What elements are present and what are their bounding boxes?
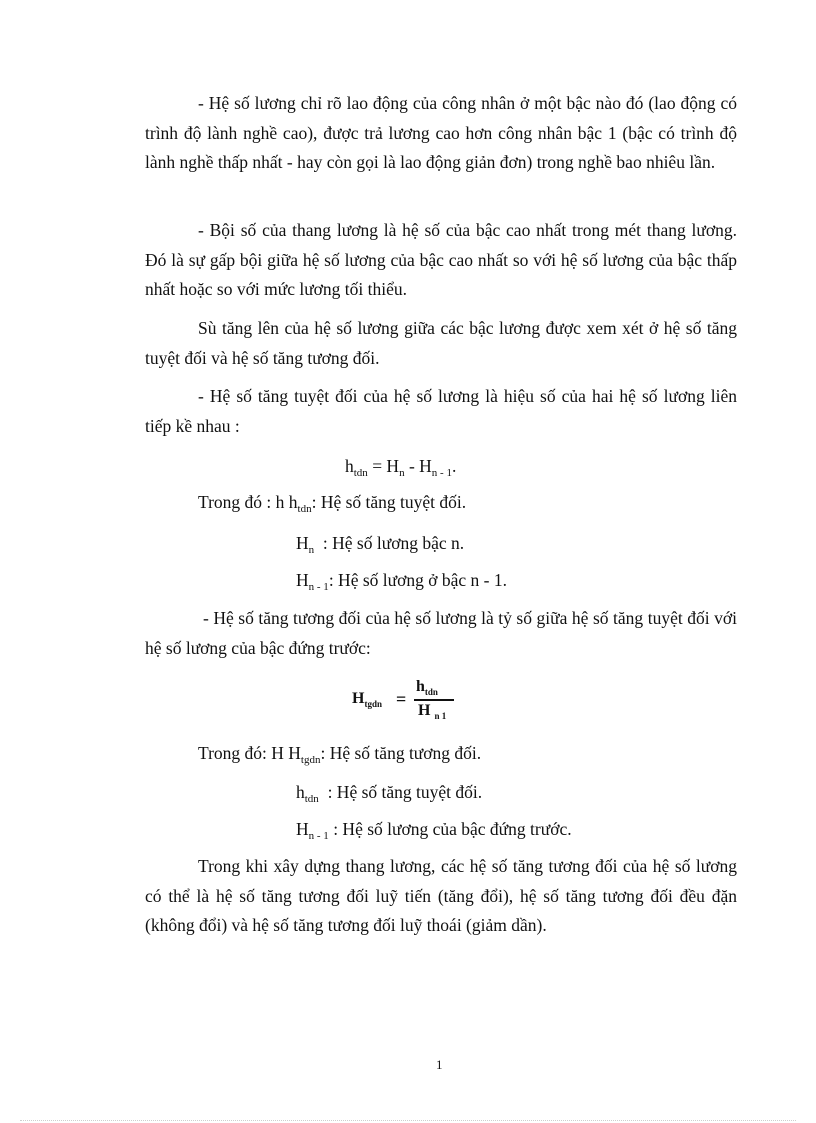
formula-numerator: $h_{tdn}$ (416, 678, 438, 697)
fraction-bar (414, 699, 454, 701)
formula-lhs: $H_{tgdn}$ (352, 690, 382, 709)
paragraph-increase-types: Sù tăng lên của hệ số lương giữa các bậc lương được xem xét ở hệ số tăng tuyệt đối và hệ số tăng tương đối. (145, 318, 737, 368)
legend-line-h-tgdn: Trong đó: H $H_{tgdn}$: Hệ số tăng tương đối. (198, 743, 482, 766)
page-number: 1 (436, 1057, 443, 1072)
paragraph-relative-increase: - Hệ số tăng tương đối của hệ số lương là tỷ số giữa hệ số tăng tuyệt đối với hệ số lương của bậc đứng trước: (145, 608, 737, 658)
formula-denominator: H $_{n 1}$ (418, 702, 447, 721)
legend-line-h-tdn: Trong đó : h $h_{tdn}$: Hệ số tăng tuyệt đối. (198, 492, 467, 515)
paragraph-scale-construction: Trong khi xây dựng thang lương, các hệ số tăng tương đối của hệ số lương có thể là hệ số tăng tương đối luỹ tiến (tăng đổi), hệ số tăng tương đối đều đặn (không đổi) và hệ số tăng tương đối luỹ thoái (giảm dần). (145, 856, 737, 935)
legend-line-hn-1: $H_{n - 1}$: Hệ số lương ở bậc n - 1. (296, 570, 507, 593)
legend-line-htdn: $h_{tdn}$ : Hệ số tăng tuyệt đối. (296, 782, 483, 805)
footer-divider (20, 1120, 796, 1121)
formula-absolute-increase: $h_{tdn} = H_n - H_{n - 1}$. (345, 456, 457, 479)
paragraph-absolute-increase: - Hệ số tăng tuyệt đối của hệ số lương là hiệu số của hai hệ số lương liên tiếp kề nhau : (145, 386, 737, 436)
paragraph-wage-coefficient: - Hệ số lương chỉ rõ lao động của công nhân ở một bậc nào đó (lao động có trình độ lành nghề cao), được trả lương cao hơn công nhân bậc 1 (bậc có trình độ lành nghề thấp nhất - hay còn gọi là lao động giản đơn) trong nghề bao nhiêu lần. (145, 93, 737, 172)
formula-equals: = (396, 689, 407, 709)
legend-line-hn: $H_n$ : Hệ số lương bậc n. (296, 533, 465, 556)
legend-line-hn-1-prev: $H_{n - 1}$ : Hệ số lương của bậc đứng trước. (296, 819, 572, 842)
formula-relative-increase (352, 678, 462, 724)
paragraph-wage-scale-multiple: - Bội số của thang lương là hệ số của bậc cao nhất trong mét thang lương. Đó là sự gấp bội giữa hệ số lương của bậc cao nhất so với hệ số lương của bậc thấp nhất hoặc so với mức lương tối thiểu. (145, 220, 737, 299)
